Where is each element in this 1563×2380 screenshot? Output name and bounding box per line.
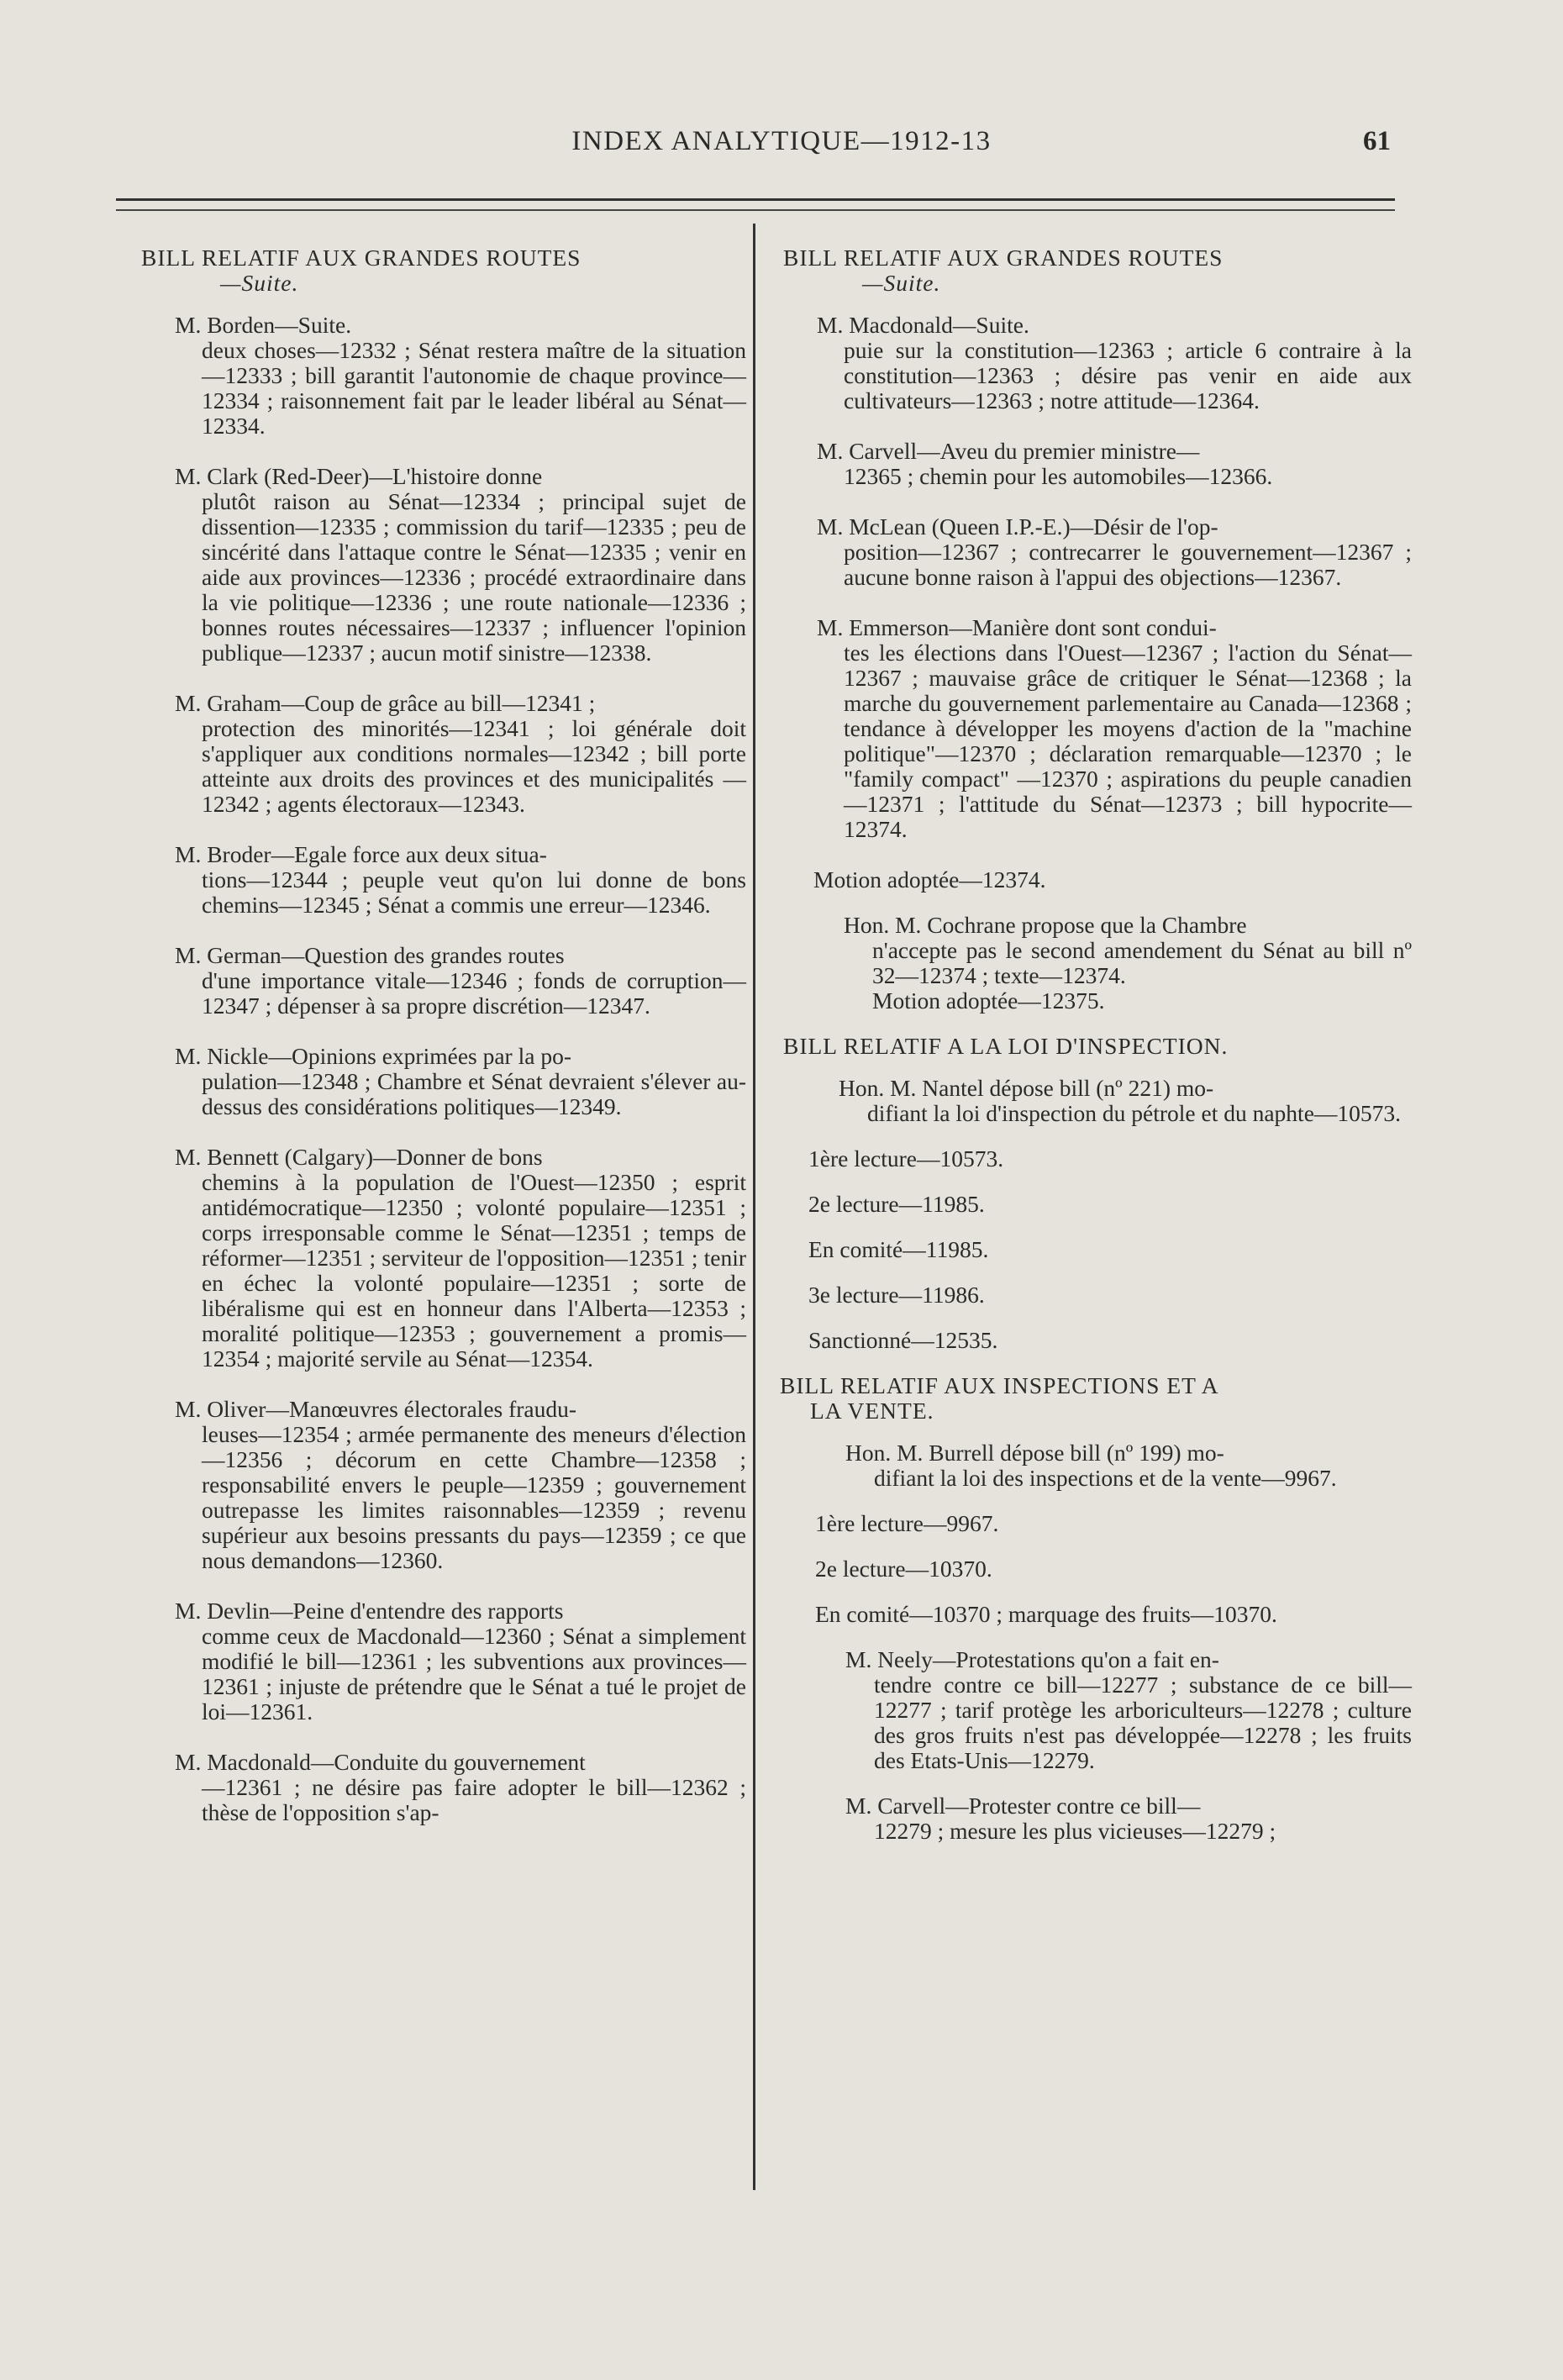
entry-text: chemins à la population de l'Ouest—12350 ; esprit antidémocratique—12350 ; volonté populaire—12351 ; corps irresponsable comme le Sénat—12351 ; temps de réformer—12351 ; serviteur de l'opposition—12351 ; tenir en échec la volonté populaire—12351 ; sorte de libéralisme qui est en honneur dans l'Alberta—12353 ; moralité politique—12353 ; gouvernement a promis—12354 ; majorité servile au Sénat—12354. (202, 1169, 746, 1372)
committee-line (783, 1602, 1412, 1627)
entry-text: difiant la loi des inspections et de la vente—9967. (874, 1465, 1337, 1491)
entry-speaker: M. Graham—Coup de grâce au bill—12341 ; (175, 690, 596, 716)
entry-speaker: Hon. M. Nantel dépose bill (nº 221) mo- (839, 1075, 1214, 1101)
running-title: INDEX ANALYTIQUE—1912-13 (571, 126, 992, 156)
header-rule-thin (116, 209, 1395, 211)
entry-speaker: M. Macdonald—Suite. (817, 312, 1029, 338)
reading-step: 2e lecture—10370. (815, 1556, 992, 1582)
index-entry (783, 615, 1412, 842)
entry-speaker: M. Clark (Red-Deer)—L'histoire donne (175, 463, 543, 489)
header-rule-thick (116, 198, 1395, 201)
entry-speaker: Hon. M. Burrell dépose bill (nº 199) mo- (845, 1440, 1224, 1466)
entry-text: En comité—10370 ; marquage des fruits—10370. (815, 1601, 1277, 1627)
entry-speaker: M. Emmerson—Manière dont sont condui- (817, 614, 1217, 640)
index-entry (141, 1044, 746, 1119)
index-entry (783, 439, 1412, 489)
motion-line: Motion adoptée—12374. (813, 866, 1046, 893)
index-entry (783, 1440, 1412, 1491)
section-heading-title: BILL RELATIF AUX GRANDES ROUTES (783, 245, 1224, 271)
entry-speaker: M. Borden—Suite. (175, 312, 352, 338)
section-heading-title: BILL RELATIF AUX GRANDES ROUTES (141, 245, 582, 271)
index-entry (141, 691, 746, 817)
reading-step: Sanctionné—12535. (808, 1327, 998, 1353)
entry-speaker: M. Neely—Protestations qu'on a fait en- (845, 1646, 1219, 1672)
index-entry (783, 1647, 1412, 1773)
reading-step: 1ère lecture—9967. (815, 1510, 999, 1536)
index-entry (141, 1750, 746, 1825)
entry-text: —12361 ; ne désire pas faire adopter le bill—12362 ; thèse de l'opposition s'ap- (202, 1774, 746, 1825)
reading-step: 2e lecture—11985. (808, 1191, 985, 1217)
column-divider (753, 224, 755, 2190)
entry-speaker: M. Oliver—Manœuvres électorales fraudu- (175, 1396, 577, 1422)
entry-text: puie sur la constitution—12363 ; article 6 contraire à la constitution—12363 ; désire pas venir en aide aux cultivateurs—12363 ; notre attitude—12364. (844, 337, 1412, 413)
page-number: 61 (1363, 126, 1391, 156)
section-heading-title-line2: LA VENTE. (810, 1398, 934, 1424)
motion-line: Motion adoptée—12375. (872, 987, 1105, 1014)
index-entry (141, 464, 746, 666)
entry-speaker: M. Macdonald—Conduite du gouvernement (175, 1749, 586, 1775)
entry-speaker: M. Bennett (Calgary)—Donner de bons (175, 1144, 543, 1170)
reading-step: En comité—11985. (808, 1236, 989, 1262)
entry-text: protection des minorités—12341 ; loi générale doit s'appliquer aux conditions normales—12342 ; bill porte atteinte aux droits des provinces et des municipalités —12342 ; agents électoraux—12343. (202, 715, 746, 817)
index-entry (783, 913, 1412, 1014)
index-entry (141, 1397, 746, 1573)
index-entry (141, 313, 746, 439)
entry-text: plutôt raison au Sénat—12334 ; principal sujet de dissention—12335 ; commission du tarif—12335 ; peu de sincérité dans l'attaque contre le Sénat—12335 ; venir en aide aux provinces—12336 ; procédé extraordinaire dans la vie politique—12336 ; une route nationale—12336 ; bonnes routes nécessaires—12337 ; influencer l'opinion publique—12337 ; aucun motif sinistre—12338. (202, 488, 746, 666)
index-entry (783, 1793, 1412, 1844)
entry-speaker: M. Carvell—Protester contre ce bill— (845, 1793, 1201, 1819)
entry-speaker: Hon. M. Cochrane propose que la Chambre (844, 912, 1247, 938)
entry-text: 12365 ; chemin pour les automobiles—12366. (844, 463, 1273, 489)
entry-text: tions—12344 ; peuple veut qu'on lui donne de bons chemins—12345 ; Sénat a commis une erreur—12346. (202, 866, 746, 918)
left-column (141, 245, 746, 1851)
index-entry (141, 943, 746, 1019)
section-heading-continued: —Suite. (220, 270, 299, 296)
entry-text: deux choses—12332 ; Sénat restera maître de la situation—12333 ; bill garantit l'autonomie de chaque province—12334 ; raisonnement fait par le leader libéral au Sénat—12334. (202, 337, 746, 439)
entry-speaker: M. McLean (Queen I.P.-E.)—Désir de l'op- (817, 513, 1218, 540)
entry-text: n'accepte pas le second amendement du Sénat au bill nº 32—12374 ; texte—12374. (872, 937, 1412, 988)
section-heading-ventes (780, 1373, 1412, 1424)
entry-speaker: M. German—Question des grandes routes (175, 942, 565, 968)
index-entry (783, 1076, 1412, 1126)
entry-text: leuses—12354 ; armée permanente des meneurs d'élection—12356 ; décorum en cette Chambre—12358 ; responsabilité envers le peuple—12359 ; gouvernement outrepasse les limites raisonnables—12359 ; revenu supérieur aux besoins pressants du pays—12359 ; ce que nous demandons—12360. (202, 1421, 746, 1573)
section-heading-inspection: BILL RELATIF A LA LOI D'INSPECTION. (783, 1033, 1229, 1059)
entry-text: difiant la loi d'inspection du pétrole et du naphte—10573. (867, 1100, 1402, 1126)
entry-text: tendre contre ce bill—12277 ; substance de ce bill—12277 ; tarif protège les arboriculteurs—12278 ; culture des gros fruits n'est pas développée—12278 ; les fruits des Etats-Unis—12279. (874, 1672, 1412, 1773)
reading-step: 3e lecture—11986. (808, 1282, 985, 1308)
entry-speaker: M. Devlin—Peine d'entendre des rapports (175, 1598, 564, 1624)
entry-speaker: M. Carvell—Aveu du premier ministre— (817, 438, 1200, 464)
section-heading-continued: —Suite. (862, 270, 941, 296)
entry-text: pulation—12348 ; Chambre et Sénat devraient s'élever au-dessus des considérations politiques—12349. (202, 1068, 746, 1119)
right-column (780, 245, 1412, 1864)
index-entry (141, 1145, 746, 1372)
index-entry (141, 1598, 746, 1724)
reading-step: 1ère lecture—10573. (808, 1145, 1004, 1172)
entry-speaker: M. Nickle—Opinions exprimées par la po- (175, 1043, 571, 1069)
index-entry (783, 313, 1412, 413)
section-heading (141, 245, 746, 296)
index-entry (141, 842, 746, 918)
entry-text: d'une importance vitale—12346 ; fonds de corruption—12347 ; dépenser à sa propre discrétion—12347. (202, 967, 746, 1019)
section-heading-title: BILL RELATIF AUX INSPECTIONS ET A (780, 1372, 1219, 1398)
entry-text: comme ceux de Macdonald—12360 ; Sénat a simplement modifié le bill—12361 ; les subventions aux provinces—12361 ; injuste de prétendre que le Sénat a tué le projet de loi—12361. (202, 1623, 746, 1724)
entry-text: tes les élections dans l'Ouest—12367 ; l'action du Sénat—12367 ; mauvaise grâce de critiquer le Sénat—12368 ; la marche du gouvernement parlementaire au Canada—12368 ; tendance à développer les moyens d'action de la "machine politique"—12370 ; déclaration remarquable—12370 ; le "family compact" —12370 ; aspirations du peuple canadien —12371 ; l'attitude du Sénat—12373 ; bill hypocrite—12374. (844, 640, 1412, 842)
entry-speaker: M. Broder—Egale force aux deux situa- (175, 841, 547, 867)
entry-text: position—12367 ; contrecarrer le gouvernement—12367 ; aucune bonne raison à l'appui des objections—12367. (844, 539, 1412, 590)
entry-text: 12279 ; mesure les plus vicieuses—12279 ; (874, 1818, 1276, 1844)
section-heading (783, 245, 1412, 296)
index-entry (783, 514, 1412, 590)
